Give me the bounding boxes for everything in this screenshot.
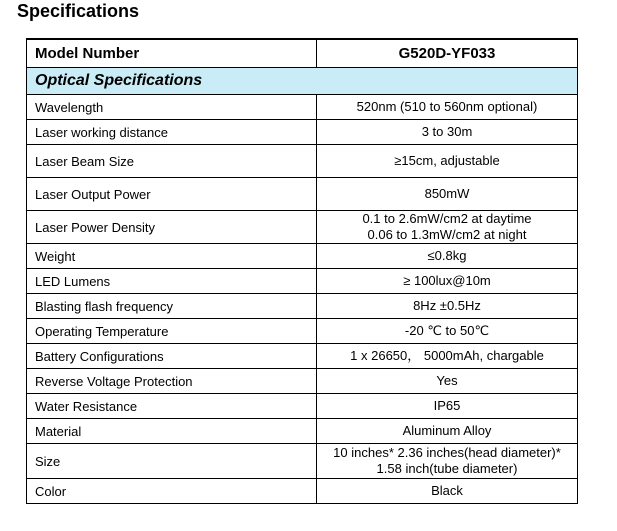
spec-value-line: ≥ 100lux@10m bbox=[403, 273, 491, 288]
spec-value-line: IP65 bbox=[433, 398, 461, 413]
table-row bbox=[27, 120, 578, 145]
model-number-value: G520D-YF033 bbox=[317, 39, 578, 68]
table-row bbox=[27, 369, 578, 394]
spec-label: Blasting flash frequency bbox=[27, 294, 317, 319]
table-row bbox=[27, 479, 578, 504]
spec-label: Operating Temperature bbox=[27, 319, 317, 344]
spec-label: Material bbox=[27, 419, 317, 444]
table-row bbox=[27, 178, 578, 211]
table-row bbox=[27, 95, 578, 120]
spec-value-line: 1 x 26650， 5000mAh, chargable bbox=[350, 348, 544, 363]
spec-value bbox=[317, 178, 578, 211]
spec-label: Wavelength bbox=[27, 95, 317, 120]
spec-value-line: Aluminum Alloy bbox=[402, 423, 492, 438]
spec-label: Laser Output Power bbox=[27, 178, 317, 211]
spec-value bbox=[317, 211, 578, 244]
spec-value-line: ≥15cm, adjustable bbox=[394, 153, 500, 168]
section-header-row bbox=[27, 68, 578, 95]
spec-label: Battery Configurations bbox=[27, 344, 317, 369]
table-row bbox=[27, 319, 578, 344]
table-row bbox=[27, 269, 578, 294]
spec-value-line: ≤0.8kg bbox=[427, 248, 467, 263]
spec-value-line: 850mW bbox=[424, 186, 470, 201]
spec-value bbox=[317, 444, 578, 479]
table-row bbox=[27, 244, 578, 269]
table-row bbox=[27, 294, 578, 319]
spec-value-line: 3 to 30m bbox=[421, 124, 473, 139]
spec-label: Weight bbox=[27, 244, 317, 269]
spec-value bbox=[317, 269, 578, 294]
spec-value-line: 1.58 inch(tube diameter) bbox=[376, 461, 518, 476]
table-row bbox=[27, 211, 578, 244]
specifications-table bbox=[26, 38, 578, 504]
model-number-label: Model Number bbox=[27, 39, 317, 68]
spec-value bbox=[317, 95, 578, 120]
section-title: Optical Specifications bbox=[27, 68, 578, 95]
spec-label: Size bbox=[27, 444, 317, 479]
spec-value bbox=[317, 319, 578, 344]
spec-value-line: Black bbox=[431, 483, 463, 498]
spec-value-line: -20 ℃ to 50℃ bbox=[404, 323, 490, 338]
spec-value-line: 8Hz ±0.5Hz bbox=[413, 298, 481, 313]
model-number-row bbox=[27, 39, 578, 68]
spec-label: Laser Beam Size bbox=[27, 145, 317, 178]
table-row bbox=[27, 145, 578, 178]
spec-value-line: 0.06 to 1.3mW/cm2 at night bbox=[367, 227, 527, 242]
spec-value bbox=[317, 394, 578, 419]
spec-value bbox=[317, 294, 578, 319]
spec-label: Laser working distance bbox=[27, 120, 317, 145]
spec-label: LED Lumens bbox=[27, 269, 317, 294]
page-title: Specifications bbox=[17, 1, 140, 21]
spec-value-line: 10 inches* 2.36 inches(head diameter)* bbox=[333, 445, 561, 460]
spec-value-line: 0.1 to 2.6mW/cm2 at daytime bbox=[362, 211, 532, 226]
spec-label: Laser Power Density bbox=[27, 211, 317, 244]
spec-value-line: Yes bbox=[436, 373, 458, 388]
spec-label: Color bbox=[27, 479, 317, 504]
spec-label: Water Resistance bbox=[27, 394, 317, 419]
spec-value bbox=[317, 419, 578, 444]
spec-value bbox=[317, 479, 578, 504]
spec-value bbox=[317, 369, 578, 394]
table-row bbox=[27, 444, 578, 479]
spec-value bbox=[317, 145, 578, 178]
table-row bbox=[27, 344, 578, 369]
spec-value bbox=[317, 120, 578, 145]
spec-value bbox=[317, 244, 578, 269]
table-row bbox=[27, 394, 578, 419]
table-row bbox=[27, 419, 578, 444]
spec-value bbox=[317, 344, 578, 369]
spec-label: Reverse Voltage Protection bbox=[27, 369, 317, 394]
spec-value-line: 520nm (510 to 560nm optional) bbox=[356, 99, 538, 114]
